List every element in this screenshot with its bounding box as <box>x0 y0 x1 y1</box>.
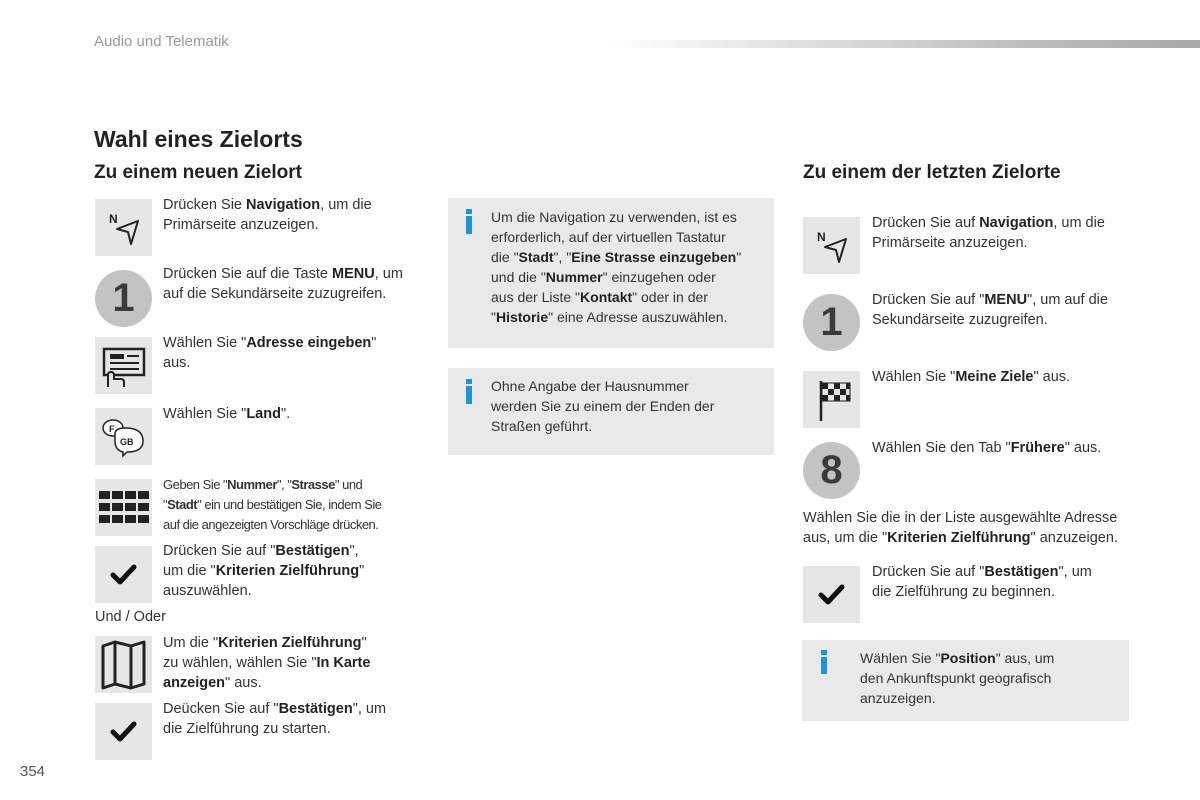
checkmark-icon <box>95 546 152 603</box>
instruction-paragraph: Wählen Sie die in der Liste ausgewählte Adresse aus, um die "Kriterien Zielführung" anzuzeigen. <box>803 510 1118 546</box>
svg-text:N: N <box>109 212 118 226</box>
info-icon <box>821 657 827 674</box>
map-icon <box>95 636 152 693</box>
info-text: Wählen Sie "Position" aus, um den Ankunftspunkt geografisch anzuzeigen. <box>860 650 1055 706</box>
checkmark-icon <box>95 703 152 760</box>
navigation-icon <box>803 217 860 274</box>
step-text: Drücken Sie auf Navigation, um die Primärseite anzuzeigen. <box>872 215 1105 251</box>
country-bubble-icon <box>95 408 152 465</box>
step-text: Geben Sie "Nummer", "Strasse" und "Stadt" ein und bestätigen Sie, indem Sie auf die angezeigten Vorschläge drücken. <box>163 477 382 532</box>
step-text: Drücken Sie auf "Bestätigen", um die "Kriterien Zielführung" auszuwählen. <box>163 543 365 599</box>
step-number-badge: 1 <box>803 294 860 351</box>
svg-text:GB: GB <box>120 437 134 447</box>
svg-text:F: F <box>109 424 115 434</box>
info-box-navigation <box>448 198 774 348</box>
and-or-separator: Und / Oder <box>95 609 166 625</box>
checkmark-icon <box>803 566 860 623</box>
step-text: Deücken Sie auf "Bestätigen", um die Zielführung zu starten. <box>163 701 387 737</box>
info-box-position <box>802 640 1129 721</box>
step-text: Drücken Sie Navigation, um die Primärseite anzuzeigen. <box>163 197 372 233</box>
step-number-badge: 8 <box>803 442 860 499</box>
page-number: 354 <box>20 763 46 780</box>
navigation-icon <box>95 199 152 256</box>
address-card-icon <box>95 337 152 394</box>
step-text: Drücken Sie auf "MENU", um auf die Sekundärseite zuzugreifen. <box>872 292 1108 328</box>
svg-text:N: N <box>817 230 826 244</box>
section-title-recent-destinations: Zu einem der letzten Zielorte <box>803 162 1061 183</box>
step-text: Wählen Sie "Adresse eingeben" aus. <box>163 335 377 371</box>
step-text: Drücken Sie auf "Bestätigen", um die Zielführung zu beginnen. <box>872 564 1092 600</box>
info-icon <box>466 386 472 404</box>
header-bar <box>606 40 1200 48</box>
step-text: Drücken Sie auf die Taste MENU, um auf die Sekundärseite zuzugreifen. <box>163 266 403 302</box>
keyboard-icon <box>95 479 152 536</box>
step-text: Um die "Kriterien Zielführung" zu wählen, wählen Sie "In Karte anzeigen" aus. <box>163 635 371 691</box>
chapter-header: Audio und Telematik <box>94 33 229 50</box>
step-number-badge: 1 <box>95 270 152 327</box>
page-title: Wahl eines Zielorts <box>94 126 303 152</box>
section-title-new-destination: Zu einem neuen Zielort <box>94 162 302 183</box>
step-text: Wählen Sie "Land". <box>163 406 291 422</box>
info-text: Ohne Angabe der Hausnummer werden Sie zu einem der Enden der Straßen geführt. <box>491 378 715 434</box>
step-text: Wählen Sie den Tab "Frühere" aus. <box>872 440 1102 456</box>
info-box-house-number <box>448 368 774 455</box>
info-text: Um die Navigation zu verwenden, ist es erforderlich, auf der virtuellen Tastatur die "Stadt", "Eine Strasse einzugeben" und die "Nummer" einzugehen oder aus der Liste "Kontakt" oder in der "Historie" eine Adresse auszuwählen. <box>491 209 742 325</box>
step-text: Wählen Sie "Meine Ziele" aus. <box>872 369 1071 385</box>
info-icon <box>466 216 472 234</box>
checkered-flag-icon <box>803 371 860 428</box>
